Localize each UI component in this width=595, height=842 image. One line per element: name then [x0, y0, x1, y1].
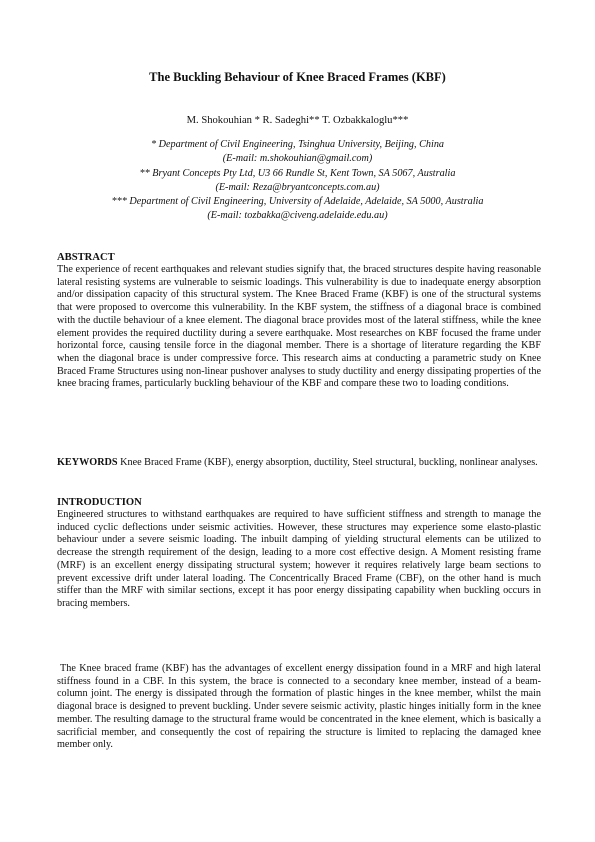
introduction-section: [57, 496, 541, 611]
affiliation-1-email: (E-mail: m.shokouhian@gmail.com): [222, 153, 373, 165]
introduction-paragraph-1: Engineered structures to withstand earthquakes are required to have sufficient stiffness and strength to manage the induced cyclic deflections under seismic activities. However, these structures may experience some elasto-plastic behaviour under a severe seismic loading. The inbuilt damping of yielding structural elements can be utilized to decrease the strength requirement of the design, leading to a more cost effective design. A Moment resisting frame (MRF) is an excellent energy dissipating structural system; however it requires relatively large beam sections to prevent excessive drift under lateral loading. The Concentrically Braced Frame (CBF), on the other hand is much stiffer than the MRF with similar sections, except it has poor energy dissipating capability when buckling occurs in bracing members.: [57, 509, 541, 609]
affiliation-1: * Department of Civil Engineering, Tsinghua University, Beijing, China: [150, 139, 445, 150]
paper-title: The Buckling Behaviour of Knee Braced Frames (KBF): [149, 70, 446, 84]
affiliation-3: *** Department of Civil Engineering, University of Adelaide, Adelaide, SA 5000, Australia: [111, 196, 484, 208]
abstract-text: The experience of recent earthquakes and relevant studies signify that, the braced structures despite having reasonable lateral resisting systems are vulnerable to seismic loadings. This vulnerability is due to inadequate energy absorption and/or dissipation capacity of this structural system. The Knee Braced Frame (KBF) is one of the structural systems that were proposed to overcome this vulnerability. In the KBF system, the stiffness of a diagonal brace is combined with the ductile behaviour of a knee element. The diagonal brace provides most of the lateral stiffness, while the knee element provides the required ductility during a severe earthquake. Most researches on KBF focused the frame under horizontal force, causing tensile force in the diagonal member. There is a shortage of literature regarding the KBF when the diagonal brace is under compressive force. This research aims at conducting a parametric study on Knee Braced Frame Structures using non-linear pushover analyses to study ductility and energy dissipating properties of the knee bracing frames, particularly buckling behaviour of the KBF and compare these two to loading conditions.: [57, 264, 541, 390]
affiliation-3-email: (E-mail: tozbakka@civeng.adelaide.edu.au): [207, 210, 388, 222]
abstract-section: [57, 251, 541, 391]
author-line: M. Shokouhian * R. Sadeghi** T. Ozbakkaloglu***: [186, 115, 409, 126]
affiliation-2-email: (E-mail: Reza@bryantconcepts.com.au): [215, 181, 380, 193]
keywords-section: [57, 457, 541, 470]
abstract-heading: ABSTRACT: [57, 252, 115, 263]
keywords-paragraph: [57, 457, 541, 470]
affiliations: [40, 138, 555, 224]
affiliation-2: ** Bryant Concepts Pty Ltd, U3 66 Rundle St, Kent Town, SA 5067, Australia: [139, 167, 456, 179]
introduction-paragraph-2-block: [57, 663, 541, 752]
keywords-label: KEYWORDS: [57, 457, 118, 468]
introduction-paragraph-2: The Knee braced frame (KBF) has the advantages of excellent energy dissipation found in a MRF and high lateral stiffness found in a CBF. In this system, the brace is connected to a secondary knee member, instead of a beam-column joint. The energy is dissipated through the formation of plastic hinges in the knee member, whilst the main diagonal brace is designed to prevent buckling. Under severe seismic activity, plastic hinges initially form in the knee member. The resulting damage to the structural frame would be concentrated in the knee element, which is basically a sacrificial member, and consequently the cost of repairing the structure is limited to replacing the damaged knee member only.: [57, 663, 541, 751]
introduction-heading: INTRODUCTION: [57, 497, 142, 508]
keywords-text: Knee Braced Frame (KBF), energy absorption, ductility, Steel structural, buckling, nonlinear analyses.: [117, 457, 538, 468]
